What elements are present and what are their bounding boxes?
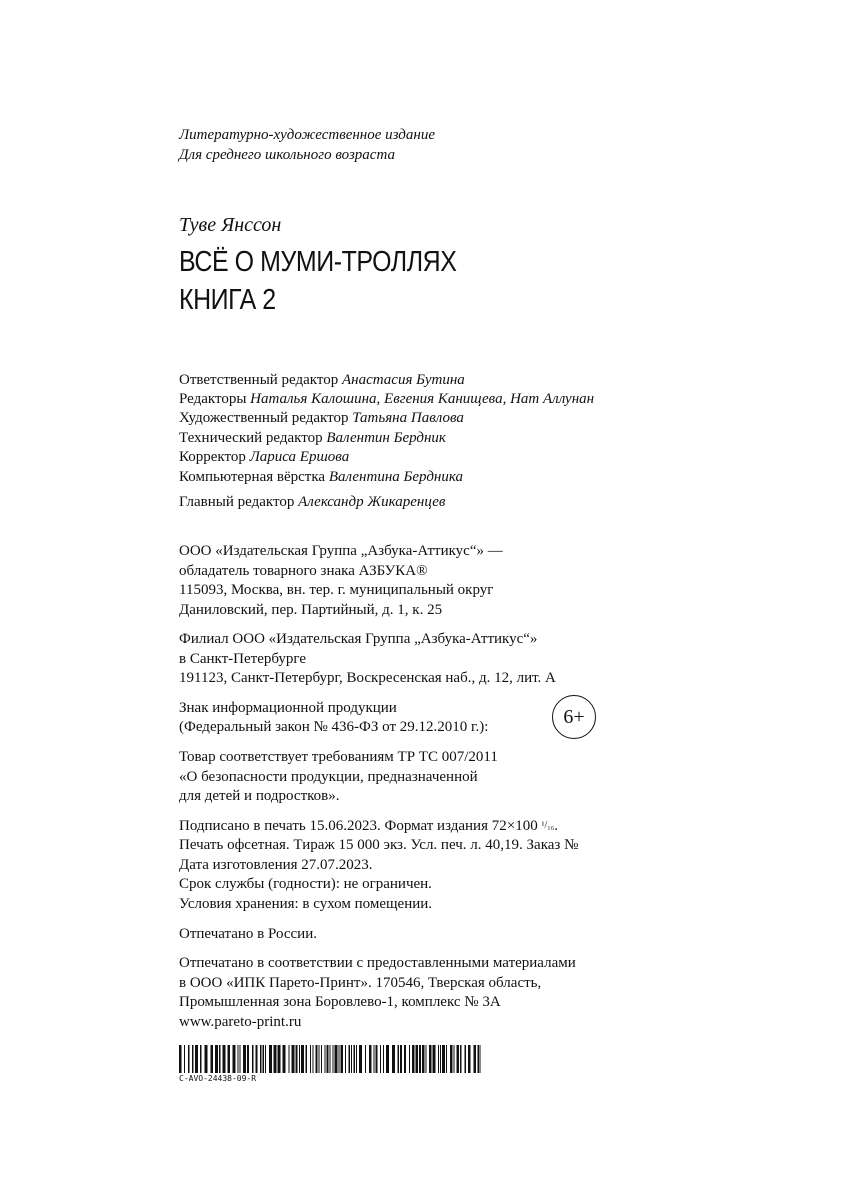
barcode-bar <box>256 1045 258 1073</box>
barcode-bar <box>269 1045 272 1073</box>
publisher-line: 115093, Москва, вн. тер. г. муниципальный округ <box>179 582 494 598</box>
barcode-bar <box>374 1045 375 1073</box>
credit-role: Главный редактор <box>179 494 295 510</box>
barcode-bar <box>211 1045 214 1073</box>
printing-line: Условия хранения: в сухом помещении. <box>179 896 433 912</box>
barcode-bar <box>313 1045 314 1073</box>
age-rating-badge: 6+ <box>552 695 596 739</box>
barcode-bar <box>240 1045 241 1073</box>
barcode-bar <box>478 1045 480 1073</box>
barcode-bar <box>426 1045 427 1073</box>
barcode-bar <box>243 1045 246 1073</box>
barcode-bar <box>274 1045 277 1073</box>
barcode-bar <box>299 1045 300 1073</box>
barcode-bar <box>412 1045 415 1073</box>
barcode-bar <box>345 1045 346 1073</box>
credit-role: Редакторы <box>179 391 247 407</box>
barcode-bar <box>356 1045 357 1073</box>
printer-line: Отпечатано в соответствии с предоставленными материалами <box>179 955 576 971</box>
publisher-line: обладатель товарного знака АЗБУКА® <box>179 563 428 579</box>
credit-names: Валентин Бердник <box>326 430 446 446</box>
barcode-bar <box>252 1045 254 1073</box>
barcode-bar <box>200 1045 202 1073</box>
barcode-bar <box>321 1045 322 1073</box>
barcode-bar <box>219 1045 221 1073</box>
credit-role: Художественный редактор <box>179 410 349 426</box>
edition-type: Литературно-художественное издание <box>179 127 435 143</box>
barcode-bar <box>223 1045 226 1073</box>
printing-line: Срок службы (годности): не ограничен. <box>179 876 432 892</box>
credit-line <box>179 428 446 448</box>
barcode-bar <box>301 1045 304 1073</box>
credit-line <box>179 389 594 409</box>
barcode-bar <box>465 1045 467 1073</box>
barcode-bar <box>263 1045 265 1073</box>
compliance-line: для детей и подростков». <box>179 788 340 804</box>
barcode-bar <box>442 1045 445 1073</box>
barcode-bar <box>429 1045 432 1073</box>
printer-website: www.pareto-print.ru <box>179 1014 302 1030</box>
barcode-bar <box>188 1045 190 1073</box>
barcode-bar <box>333 1045 334 1073</box>
branch-line: Филиал ООО «Издательская Группа „Азбука-Аттикус“» <box>179 631 538 647</box>
barcode-bar <box>319 1045 320 1073</box>
credit-names: Татьяна Павлова <box>352 410 464 426</box>
barcode-bar <box>289 1045 290 1073</box>
barcode-bar <box>184 1045 185 1073</box>
credit-line <box>179 467 463 487</box>
barcode-bar <box>474 1045 477 1073</box>
printed-in: Отпечатано в России. <box>179 926 317 942</box>
info-sign-line: (Федеральный закон № 436-ФЗ от 29.12.2010 г.): <box>179 719 489 735</box>
barcode-bar <box>283 1045 286 1073</box>
barcode-bar <box>215 1045 218 1073</box>
publisher-line: ООО «Издательская Группа „Азбука-Аттикус“» — <box>179 543 503 559</box>
credit-names: Лариса Ершова <box>249 449 350 465</box>
barcode-bar <box>260 1045 262 1073</box>
barcode-bar <box>438 1045 439 1073</box>
barcode-bar <box>238 1045 239 1073</box>
barcode-bar <box>306 1045 308 1073</box>
print-signed-line <box>179 816 558 836</box>
barcode-bar <box>422 1045 425 1073</box>
barcode-bar <box>351 1045 352 1073</box>
credit-role: Технический редактор <box>179 430 323 446</box>
barcode-bar <box>450 1045 453 1073</box>
credit-line <box>179 408 464 428</box>
barcode-bar <box>376 1045 378 1073</box>
compliance-line: «О безопасности продукции, предназначенной <box>179 769 478 785</box>
barcode-bar <box>265 1045 266 1073</box>
credit-role: Компьютерная вёрстка <box>179 469 326 485</box>
credit-names: Александр Жикаренцев <box>298 494 446 510</box>
printing-line: Печать офсетная. Тираж 15 000 экз. Усл. печ. л. 40,19. Заказ № <box>179 837 579 853</box>
barcode-bar <box>468 1045 471 1073</box>
barcode-bar <box>419 1045 421 1073</box>
credit-line <box>179 447 349 467</box>
barcode-bar <box>457 1045 460 1073</box>
barcode-bar <box>330 1045 331 1073</box>
credit-role: Корректор <box>179 449 246 465</box>
printer-line: в ООО «ИПК Парето-Принт». 170546, Тверская область, <box>179 975 542 991</box>
barcode-bar <box>409 1045 410 1073</box>
barcode-bar <box>339 1045 340 1073</box>
barcode-bar <box>179 1045 182 1073</box>
barcode-bar <box>446 1045 447 1073</box>
format-fraction: ¹/₁₆ <box>541 820 555 831</box>
credit-line <box>179 370 465 390</box>
barcode-bar <box>454 1045 455 1073</box>
barcode-bar <box>192 1045 194 1073</box>
audience: Для среднего школьного возраста <box>179 147 395 163</box>
barcode-bar <box>335 1045 338 1073</box>
barcode-bar <box>325 1045 326 1073</box>
compliance-line: Товар соответствует требованиям ТР ТС 007/2011 <box>179 749 498 765</box>
barcode-bar <box>349 1045 351 1073</box>
barcode-bar <box>380 1045 381 1073</box>
barcode-bar <box>327 1045 329 1073</box>
barcode-bar <box>400 1045 402 1073</box>
barcode-bar <box>354 1045 356 1073</box>
barcode-bar <box>296 1045 298 1073</box>
author-name: Туве Янссон <box>179 214 282 236</box>
barcode-bar <box>365 1045 366 1073</box>
credit-line <box>179 492 445 512</box>
barcode-bar <box>316 1045 318 1073</box>
print-signed-suffix: . <box>554 818 558 834</box>
barcode-bar <box>310 1045 311 1073</box>
barcode-bar <box>247 1045 249 1073</box>
barcode-bar <box>440 1045 441 1073</box>
book-title: ВСЁ О МУМИ-ТРОЛЛЯХ <box>179 246 457 278</box>
barcode-bar <box>195 1045 198 1073</box>
barcode-bar <box>398 1045 400 1073</box>
barcode-bar <box>404 1045 406 1073</box>
barcode-bar <box>233 1045 236 1073</box>
branch-line: 191123, Санкт-Петербург, Воскресенская наб., д. 12, лит. А <box>179 670 556 686</box>
barcode-bar <box>292 1045 295 1073</box>
barcode-bar <box>278 1045 281 1073</box>
credit-role: Ответственный редактор <box>179 372 339 388</box>
credit-names: Валентина Бердника <box>328 469 463 485</box>
barcode-bar <box>481 1045 482 1073</box>
book-subtitle: КНИГА 2 <box>179 284 276 316</box>
info-sign-line: Знак информационной продукции <box>179 700 397 716</box>
barcode-bar <box>386 1045 389 1073</box>
barcode-bar <box>341 1045 344 1073</box>
credit-names: Анастасия Бутина <box>342 372 465 388</box>
barcode-image <box>179 1045 481 1073</box>
barcode-code: C-AVO-24438-09-R <box>179 1074 257 1083</box>
printing-line: Дата изготовления 27.07.2023. <box>179 857 373 873</box>
barcode-bar <box>416 1045 419 1073</box>
barcode-bar <box>228 1045 231 1073</box>
barcode-bar <box>392 1045 395 1073</box>
printer-line: Промышленная зона Боровлево-1, комплекс № 3А <box>179 994 501 1010</box>
barcode-bar <box>359 1045 362 1073</box>
publisher-line: Даниловский, пер. Партийный, д. 1, к. 25 <box>179 602 443 618</box>
barcode-bar <box>369 1045 372 1073</box>
barcode-bar <box>383 1045 384 1073</box>
print-signed-text: Подписано в печать 15.06.2023. Формат издания 72×100 <box>179 818 542 834</box>
credit-names: Наталья Калошина, Евгения Канищева, Нат Аллунан <box>250 391 595 407</box>
barcode-bar <box>433 1045 436 1073</box>
barcode-bar <box>460 1045 462 1073</box>
barcode-bar <box>205 1045 208 1073</box>
branch-line: в Санкт-Петербурге <box>179 651 307 667</box>
